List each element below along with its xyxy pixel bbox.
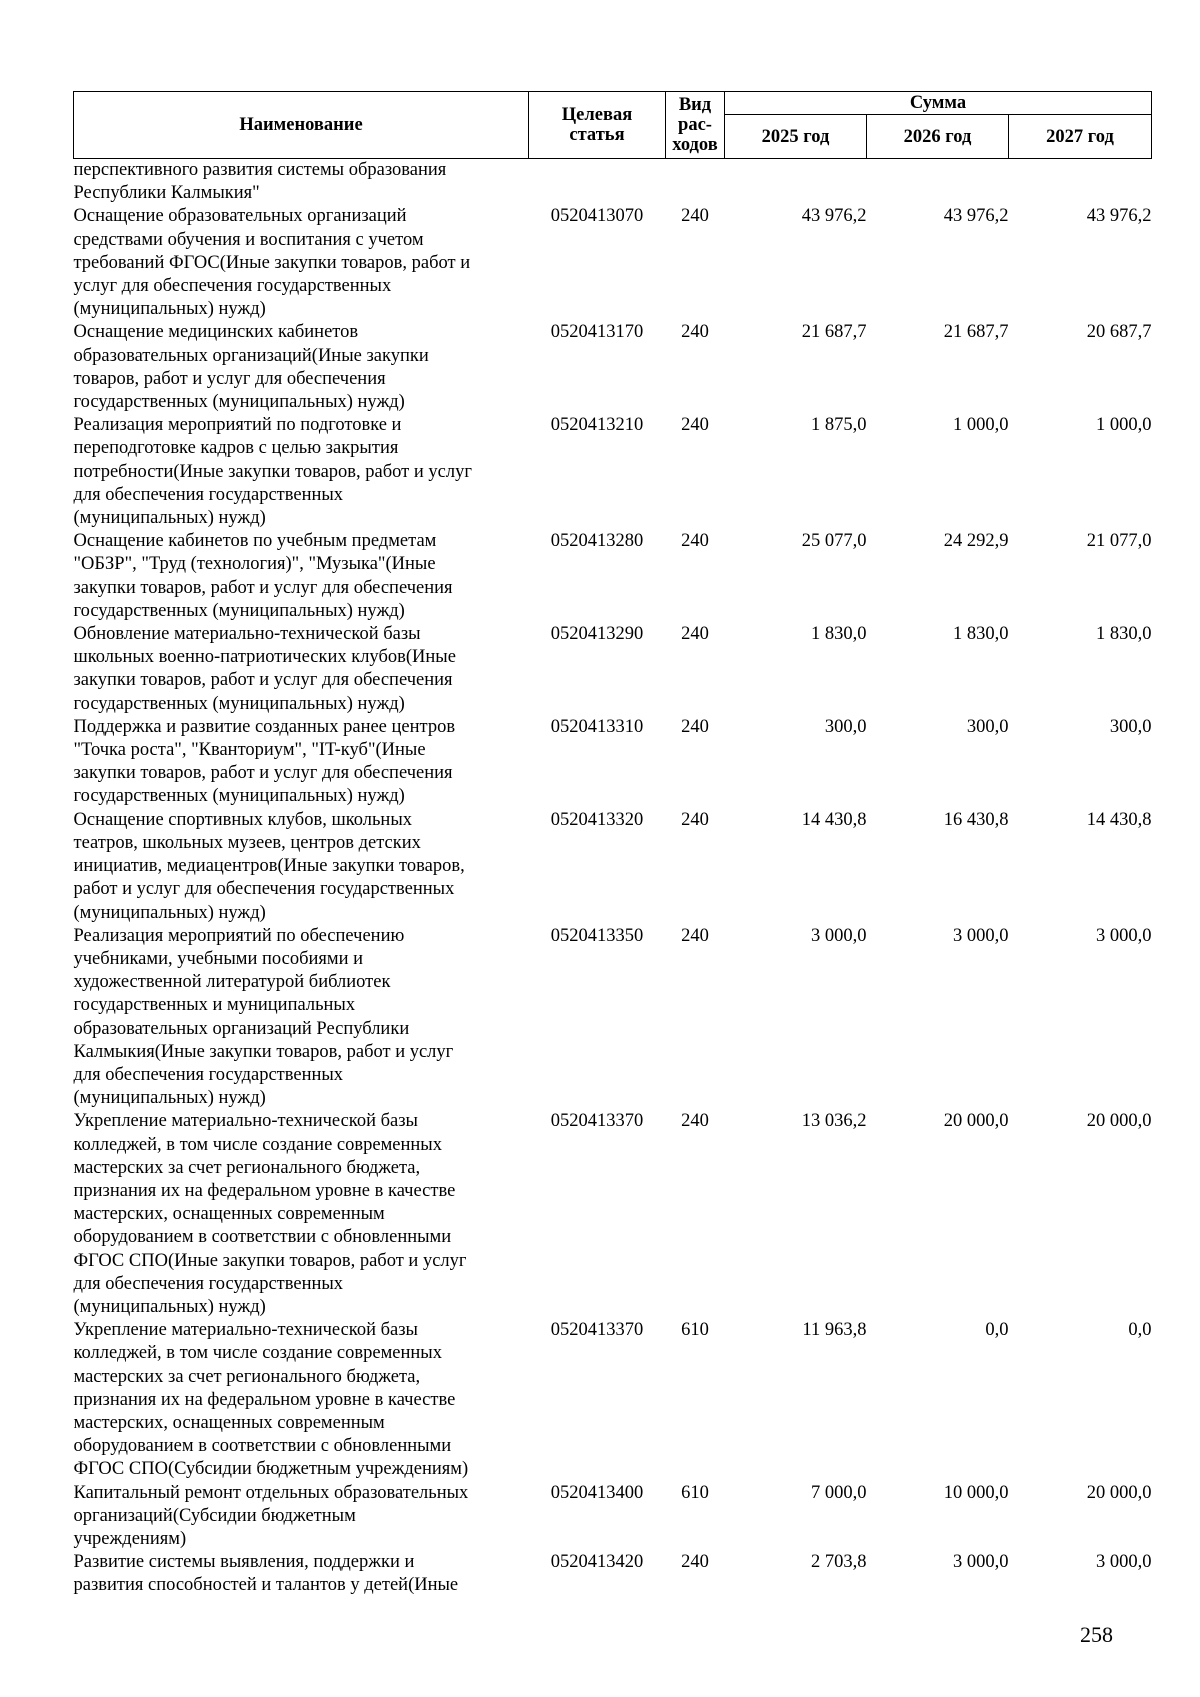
row-name-line: организаций(Субсидии бюджетным: [73, 1505, 356, 1526]
row-target-article: 0520413290: [550, 624, 644, 645]
row-expense-type: 240: [681, 206, 709, 227]
table-row: [74, 1551, 1152, 1597]
row-name: [74, 809, 529, 925]
row-name-line: оборудованием в соответствии с обновленными: [73, 1227, 452, 1248]
table-row: [74, 414, 1152, 530]
row-sum-2026: 16 430,8: [943, 809, 1009, 830]
row-name-line: государственных (муниципальных) нужд): [73, 693, 405, 714]
row-name-line: переподготовке кадров с целью закрытия: [73, 438, 399, 459]
header-target-article: Целевая статья: [529, 92, 666, 159]
row-name-line: товаров, работ и услуг для обеспечения: [73, 368, 386, 389]
row-target-article: 0520413170: [550, 322, 644, 343]
row-name-line: учебниками, учебными пособиями и: [73, 948, 364, 969]
row-target-article: 0520413400: [550, 1482, 644, 1503]
row-target-article: 0520413420: [550, 1552, 644, 1573]
row-name-line: художественной литературой библиотек: [73, 972, 391, 993]
row-sum-2027: [1009, 159, 1152, 206]
row-sum-2027: 21 077,0: [1086, 531, 1152, 552]
row-name-line: "Точка роста", "Кванториум", "IT-куб"(Иные: [73, 740, 426, 761]
row-expense-type: 240: [681, 1552, 709, 1573]
row-target-article: 0520413370: [550, 1111, 644, 1132]
row-sum-2026: [867, 159, 1009, 206]
row-name: [74, 530, 529, 623]
row-name-line: колледжей, в том числе создание современных: [73, 1343, 442, 1364]
row-sum-2027: 0,0: [1128, 1320, 1152, 1341]
row-name-line: для обеспечения государственных: [73, 484, 344, 505]
row-name-line: (муниципальных) нужд): [73, 902, 266, 923]
row-target-article: 0520413370: [550, 1320, 644, 1341]
row-sum-2026: 3 000,0: [953, 1552, 1009, 1573]
row-name-line: потребности(Иные закупки товаров, работ и услуг: [73, 461, 472, 482]
row-name-line: Укрепление материально-технической базы: [73, 1320, 418, 1341]
row-sum-2026: 1 830,0: [953, 624, 1009, 645]
row-name-line: Поддержка и развитие созданных ранее центров: [73, 716, 456, 737]
row-name-line: признания их на федеральном уровне в качестве: [73, 1389, 456, 1410]
row-sum-2026: 43 976,2: [943, 206, 1009, 227]
row-name-line: закупки товаров, работ и услуг для обеспечения: [73, 763, 453, 784]
row-name-line: (муниципальных) нужд): [73, 1296, 266, 1317]
row-name-line: развития способностей и талантов у детей(Иные: [73, 1575, 459, 1596]
row-name-line: Реализация мероприятий по подготовке и: [73, 415, 402, 436]
row-name-line: Капитальный ремонт отдельных образовательных: [73, 1482, 469, 1503]
row-name-line: образовательных организаций(Иные закупки: [73, 345, 429, 366]
row-name-line: школьных военно-патриотических клубов(Иные: [73, 647, 456, 668]
row-target-article: 0520413280: [550, 531, 644, 552]
table-row: [74, 321, 1152, 414]
row-name-line: для обеспечения государственных: [73, 1064, 344, 1085]
row-name-line: Оснащение образовательных организаций: [73, 206, 407, 227]
row-target-article: 0520413320: [550, 809, 644, 830]
row-sum-2027: 1 000,0: [1096, 415, 1152, 436]
row-expense-type: 240: [681, 624, 709, 645]
table-row: [74, 1110, 1152, 1319]
row-name-line: работ и услуг для обеспечения государственных: [73, 879, 455, 900]
row-sum-2026: 24 292,9: [943, 531, 1009, 552]
row-target-article: 0520413310: [550, 716, 644, 737]
row-sum-2025: 13 036,2: [801, 1111, 867, 1132]
row-expense-type: [666, 159, 725, 206]
row-name-line: Обновление материально-технической базы: [73, 624, 421, 645]
row-name-line: мастерских, оснащенных современным: [73, 1412, 385, 1433]
row-target-article: 0520413210: [550, 415, 644, 436]
row-name-line: ФГОС СПО(Иные закупки товаров, работ и услуг: [73, 1250, 467, 1271]
row-name: [74, 414, 529, 530]
row-name-line: ФГОС СПО(Субсидии бюджетным учреждениям): [73, 1459, 469, 1480]
row-name: [74, 716, 529, 809]
row-sum-2025: 14 430,8: [801, 809, 867, 830]
row-sum-2026: 3 000,0: [953, 925, 1009, 946]
row-name-line: образовательных организаций Республики: [73, 1018, 410, 1039]
row-name-line: требований ФГОС(Иные закупки товаров, работ и: [73, 252, 471, 273]
table-row: [74, 925, 1152, 1111]
row-sum-2025: 7 000,0: [811, 1482, 867, 1503]
table-row: [74, 1482, 1152, 1552]
table-row: [74, 205, 1152, 321]
table-header: [74, 92, 1152, 159]
row-sum-2026: 20 000,0: [943, 1111, 1009, 1132]
row-sum-2027: 14 430,8: [1086, 809, 1152, 830]
table-body: [74, 159, 1152, 1598]
table-row: [74, 1319, 1152, 1481]
row-name-line: мастерских, оснащенных современным: [73, 1204, 385, 1225]
row-name-line: оборудованием в соответствии с обновленными: [73, 1436, 452, 1457]
row-name: [74, 1319, 529, 1481]
row-name-line: Оснащение медицинских кабинетов: [73, 322, 359, 343]
row-expense-type: 240: [681, 809, 709, 830]
row-name-line: закупки товаров, работ и услуг для обеспечения: [73, 670, 453, 691]
row-expense-type: 610: [681, 1320, 709, 1341]
table-row: [74, 530, 1152, 623]
row-name-line: государственных (муниципальных) нужд): [73, 392, 405, 413]
row-name-line: признания их на федеральном уровне в качестве: [73, 1180, 456, 1201]
row-sum-2026: 1 000,0: [953, 415, 1009, 436]
row-sum-2025: 300,0: [824, 716, 867, 737]
row-name-line: Развитие системы выявления, поддержки и: [73, 1552, 415, 1573]
row-target-article: [529, 159, 666, 206]
row-sum-2025: [725, 159, 867, 206]
row-sum-2025: 25 077,0: [801, 531, 867, 552]
row-sum-2026: 21 687,7: [943, 322, 1009, 343]
header-expense-type: Вид рас-ходов: [666, 92, 725, 159]
row-sum-2027: 300,0: [1109, 716, 1152, 737]
row-name-line: Оснащение кабинетов по учебным предметам: [73, 531, 437, 552]
row-expense-type: 240: [681, 415, 709, 436]
row-sum-2025: 1 830,0: [811, 624, 867, 645]
row-target-article: 0520413350: [550, 925, 644, 946]
row-name-line: Реализация мероприятий по обеспечению: [73, 925, 405, 946]
row-sum-2025: 11 963,8: [802, 1320, 867, 1341]
row-name-line: (муниципальных) нужд): [73, 1088, 266, 1109]
row-name-line: услуг для обеспечения государственных: [73, 276, 392, 297]
row-sum-2026: 300,0: [966, 716, 1009, 737]
row-name-line: государственных (муниципальных) нужд): [73, 600, 405, 621]
row-name: [74, 623, 529, 716]
row-expense-type: 240: [681, 531, 709, 552]
row-expense-type: 240: [681, 1111, 709, 1132]
row-sum-2025: 43 976,2: [801, 206, 867, 227]
row-name-line: Оснащение спортивных клубов, школьных: [73, 809, 412, 830]
row-name: [74, 925, 529, 1111]
header-year-2027: 2027 год: [1009, 115, 1152, 159]
row-name-line: учреждениям): [73, 1528, 187, 1549]
row-sum-2025: 21 687,7: [801, 322, 867, 343]
row-name: [74, 1110, 529, 1319]
row-name-line: мастерских за счет регионального бюджета,: [73, 1157, 421, 1178]
page-number: 258: [1080, 1622, 1113, 1647]
row-name-line: колледжей, в том числе создание современных: [73, 1134, 442, 1155]
row-sum-2027: 20 000,0: [1086, 1482, 1152, 1503]
row-name: [74, 1482, 529, 1552]
row-name-line: Республики Калмыкия": [73, 183, 260, 204]
row-name: [74, 159, 529, 206]
row-name-line: Калмыкия(Иные закупки товаров, работ и услуг: [73, 1041, 454, 1062]
table-row: [74, 159, 1152, 206]
row-name-line: для обеспечения государственных: [73, 1273, 344, 1294]
table-row: [74, 716, 1152, 809]
row-sum-2025: 3 000,0: [811, 925, 867, 946]
row-name-line: государственных (муниципальных) нужд): [73, 786, 405, 807]
row-sum-2026: 0,0: [985, 1320, 1009, 1341]
row-name-line: Укрепление материально-технической базы: [73, 1111, 418, 1132]
row-name: [74, 205, 529, 321]
budget-table: [73, 91, 1152, 1598]
row-expense-type: 240: [681, 716, 709, 737]
row-name: [74, 1551, 529, 1597]
row-sum-2027: 43 976,2: [1086, 206, 1152, 227]
row-sum-2027: 20 000,0: [1086, 1111, 1152, 1132]
table-row: [74, 623, 1152, 716]
row-sum-2027: 1 830,0: [1096, 624, 1152, 645]
row-target-article: 0520413070: [550, 206, 644, 227]
table-row: [74, 809, 1152, 925]
row-name-line: закупки товаров, работ и услуг для обеспечения: [73, 577, 453, 598]
row-name-line: (муниципальных) нужд): [73, 508, 266, 529]
row-expense-type: 610: [681, 1482, 709, 1503]
row-sum-2025: 2 703,8: [811, 1552, 867, 1573]
row-name-line: "ОБЗР", "Труд (технология)", "Музыка"(Иные: [73, 554, 436, 575]
header-name: Наименование: [74, 92, 529, 159]
row-sum-2027: 3 000,0: [1096, 1552, 1152, 1573]
row-sum-2026: 10 000,0: [943, 1482, 1009, 1503]
row-name-line: (муниципальных) нужд): [73, 299, 266, 320]
row-name-line: средствами обучения и воспитания с учетом: [73, 229, 424, 250]
header-sum: Сумма: [725, 92, 1152, 115]
header-year-2025: 2025 год: [725, 115, 867, 159]
row-expense-type: 240: [681, 322, 709, 343]
row-sum-2027: 20 687,7: [1086, 322, 1152, 343]
row-name: [74, 321, 529, 414]
header-year-2026: 2026 год: [867, 115, 1009, 159]
row-name-line: театров, школьных музеев, центров детских: [73, 832, 421, 853]
row-name-line: государственных и муниципальных: [73, 995, 356, 1016]
row-name-line: перспективного развития системы образования: [73, 160, 447, 180]
row-name-line: инициатив, медиацентров(Иные закупки товаров,: [73, 856, 465, 877]
row-sum-2025: 1 875,0: [811, 415, 867, 436]
row-sum-2027: 3 000,0: [1096, 925, 1152, 946]
row-name-line: мастерских за счет регионального бюджета,: [73, 1366, 421, 1387]
row-expense-type: 240: [681, 925, 709, 946]
